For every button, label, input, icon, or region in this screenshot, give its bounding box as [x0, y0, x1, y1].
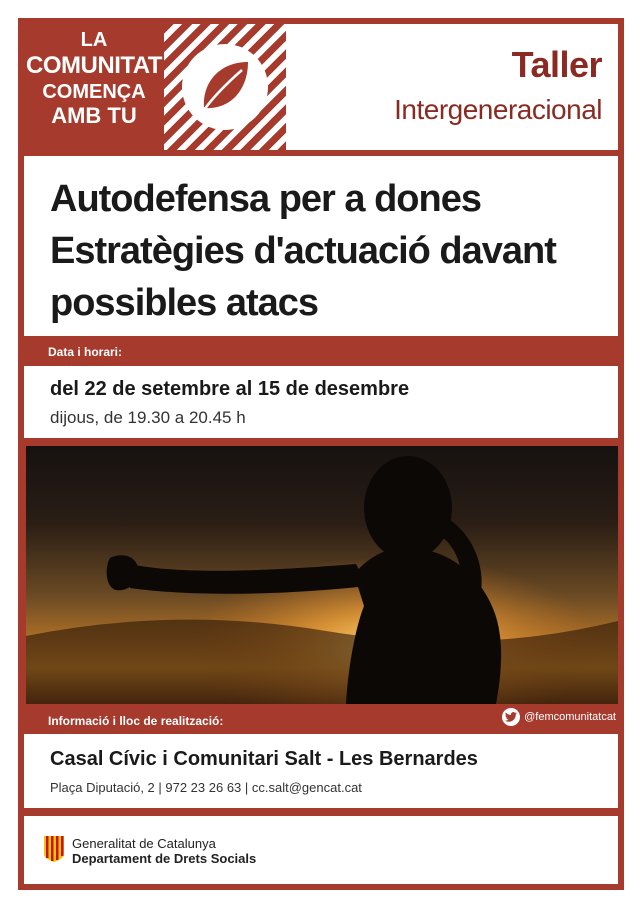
department-name: Departament de Drets Socials — [72, 851, 257, 866]
title-box — [24, 156, 618, 336]
brand-line-4: AMB TU — [51, 103, 137, 128]
title-line-3: possibles atacs — [50, 282, 319, 324]
footer — [24, 816, 618, 884]
brand-logo — [24, 24, 164, 150]
twitter-icon — [502, 708, 520, 726]
venue-contact: Plaça Diputació, 2 | 972 23 26 63 | cc.salt@gencat.cat — [50, 780, 362, 795]
silhouette-image — [26, 446, 618, 704]
title-line-1: Autodefensa per a dones — [50, 178, 481, 220]
schedule-dates: del 22 de setembre al 15 de desembre — [50, 378, 410, 400]
org-name: Generalitat de Catalunya — [72, 836, 216, 851]
generalitat-logo — [44, 836, 64, 862]
event-subtype: Intergeneracional — [394, 94, 602, 125]
brand-line-3: COMENÇA — [42, 81, 146, 103]
schedule-label: Data i horari: — [48, 345, 123, 359]
title-line-2: Estratègies d'actuació davant — [50, 230, 556, 272]
venue-name: Casal Cívic i Comunitari Salt - Les Bernardes — [50, 748, 478, 770]
venue-box — [24, 734, 618, 808]
header-box — [286, 24, 618, 150]
poster — [18, 18, 624, 890]
schedule-time: dijous, de 19.30 a 20.45 h — [50, 408, 246, 427]
info-label: Informació i lloc de realització: — [48, 714, 224, 728]
twitter-link[interactable] — [502, 708, 616, 726]
leaf-emblem — [164, 24, 286, 150]
schedule-box — [24, 366, 618, 438]
silhouette-photo — [26, 446, 618, 704]
emblem-circle — [182, 44, 268, 130]
leaf-icon — [182, 44, 268, 130]
brand-line-2: COMUNITAT — [26, 52, 162, 79]
twitter-handle: @femcomunitatcat — [524, 711, 616, 723]
event-type: Taller — [511, 44, 602, 85]
brand-line-1: LA — [80, 29, 108, 51]
